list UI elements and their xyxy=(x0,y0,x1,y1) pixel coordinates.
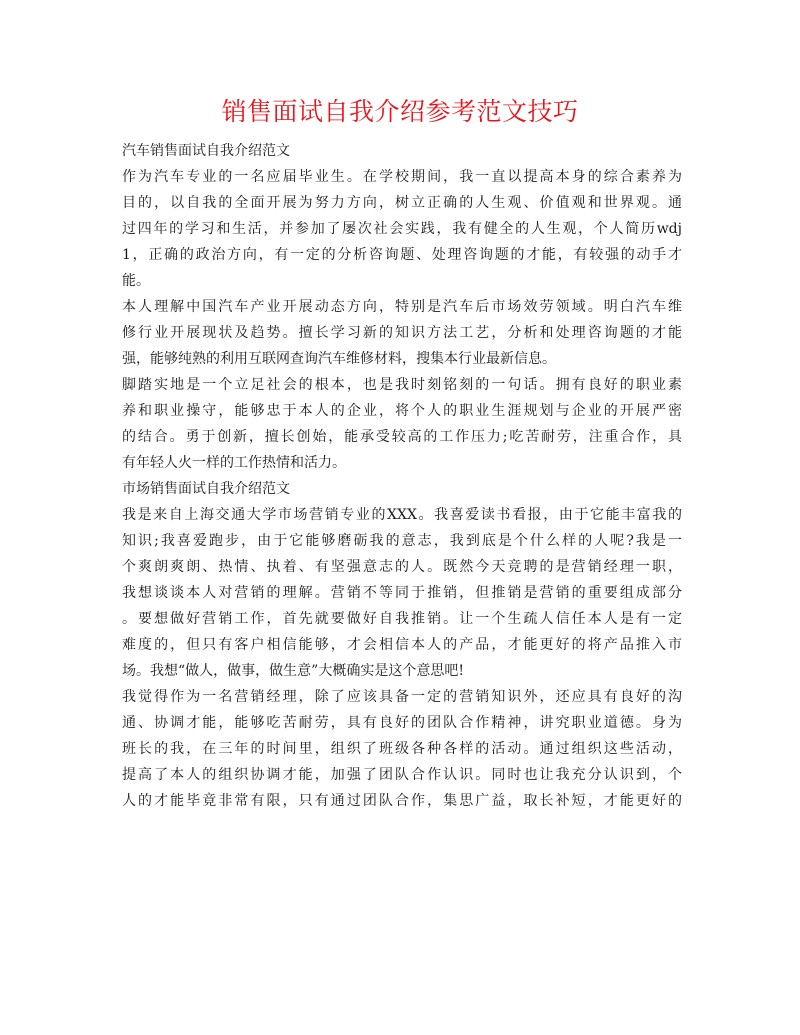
paragraph-line: 我是来自上海交通大学市场营销专业的XXX。我喜爱读书看报，由于它能丰富我的 xyxy=(122,507,682,523)
document-body xyxy=(122,138,682,814)
section-heading: 市场销售面试自我介绍范文 xyxy=(122,481,290,497)
paragraph-line: 知识;我喜爱跑步，由于它能够磨砺我的意志，我到底是个什么样的人呢?我是一 xyxy=(122,533,682,549)
paragraph-line: 目的，以自我的全面开展为努力方向，树立正确的人生观、价值观和世界观。通 xyxy=(122,195,682,211)
paragraph-line: 1，正确的政治方向，有一定的分析咨询题、处理咨询题的才能，有较强的动手才 xyxy=(122,247,682,263)
paragraph-line: 过四年的学习和生活，并参加了屡次社会实践，我有健全的人生观，个人简历wdj xyxy=(122,221,682,237)
paragraph-line: 难度的，但只有客户相信能够，才会相信本人的产品，才能更好的将产品推入市 xyxy=(122,637,682,653)
paragraph-line: 作为汽车专业的一名应届毕业生。在学校期间，我一直以提高本身的综合素养为 xyxy=(122,169,682,185)
section-heading: 汽车销售面试自我介绍范文 xyxy=(122,143,290,159)
paragraph-line: 个爽朗爽朗、热情、执着、有坚强意志的人。既然今天竞聘的是营销经理一职， xyxy=(122,559,682,575)
paragraph-line: 脚踏实地是一个立足社会的根本，也是我时刻铭刻的一句话。拥有良好的职业素 xyxy=(122,377,682,393)
paragraph-line: 养和职业操守，能够忠于本人的企业，将个人的职业生涯规划与企业的开展严密 xyxy=(122,403,682,419)
paragraph-line: 场。我想“做人，做事，做生意”大概确实是这个意思吧! xyxy=(122,663,464,679)
paragraph-line: 的结合。勇于创新，擅长创始，能承受较高的工作压力;吃苦耐劳，注重合作，具 xyxy=(122,429,682,445)
paragraph-line: 修行业开展现状及趋势。擅长学习新的知识方法工艺，分析和处理咨询题的才能 xyxy=(122,325,682,341)
paragraph-line: 有年轻人火一样的工作热情和活力。 xyxy=(122,455,346,471)
paragraph-line: 班长的我，在三年的时间里，组织了班级各种各样的活动。通过组织这些活动， xyxy=(122,741,682,757)
paragraph-line: 本人理解中国汽车产业开展动态方向，特别是汽车后市场效劳领域。明白汽车维 xyxy=(122,299,682,315)
paragraph-line: 人的才能毕竟非常有限，只有通过团队合作，集思广益，取长补短，才能更好的 xyxy=(122,793,682,809)
paragraph-line: 能。 xyxy=(122,273,150,289)
paragraph-line: 提高了本人的组织协调才能，加强了团队合作认识。同时也让我充分认识到，个 xyxy=(122,767,682,783)
paragraph-line: 我觉得作为一名营销经理，除了应该具备一定的营销知识外，还应具有良好的沟 xyxy=(122,689,682,705)
paragraph-line: 我想谈谈本人对营销的理解。营销不等同于推销，但推销是营销的重要组成部分 xyxy=(122,585,682,601)
paragraph-line: 。要想做好营销工作，首先就要做好自我推销。让一个生疏人信任本人是有一定 xyxy=(122,611,682,627)
document-title: 销售面试自我介绍参考范文技巧 xyxy=(221,97,579,126)
paragraph-line: 强，能够纯熟的利用互联网查询汽车维修材料，搜集本行业最新信息。 xyxy=(122,351,556,367)
paragraph-line: 通、协调才能，能够吃苦耐劳，具有良好的团队合作精神，讲究职业道德。身为 xyxy=(122,715,682,731)
